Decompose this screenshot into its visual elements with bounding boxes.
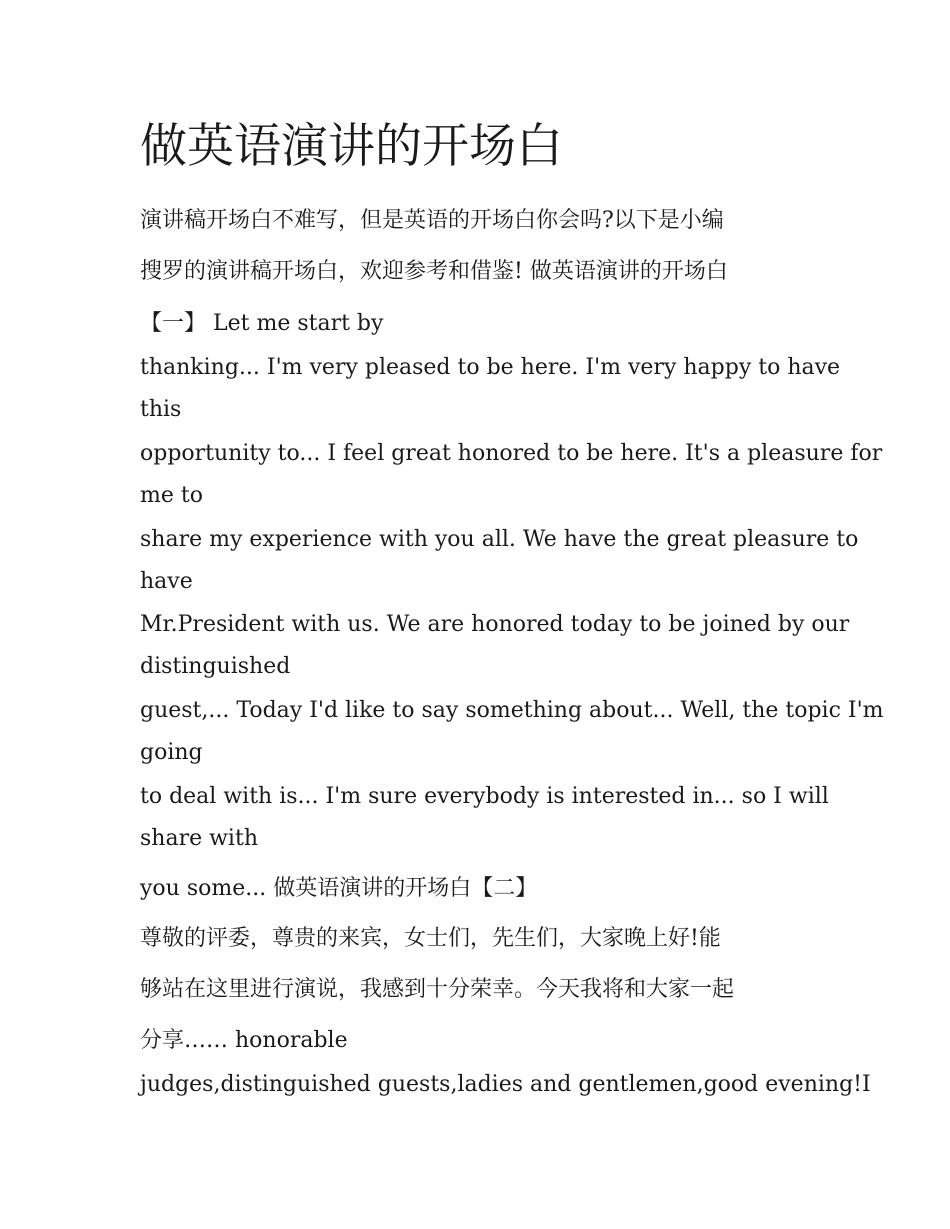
text-line: 分享…… honorable — [140, 1028, 348, 1053]
text-line: share my experience with you all. We have the great pleasure to — [140, 527, 859, 552]
text-line: this — [140, 397, 182, 422]
text-line: you some... 做英语演讲的开场白【二】 — [140, 876, 538, 901]
text-line: thanking... I'm very pleased to be here. I'm very happy to have — [140, 355, 841, 380]
text-line: share with — [140, 826, 258, 851]
text-line: distinguished — [140, 654, 291, 679]
text-line: 【一】 Let me start by — [140, 311, 384, 336]
text-line: have — [140, 569, 193, 594]
text-line: to deal with is... I'm sure everybody is interested in... so I will — [140, 784, 829, 809]
document-title: 做英语演讲的开场白 — [140, 119, 563, 174]
text-line: me to — [140, 483, 203, 508]
text-line: 够站在这里进行演说，我感到十分荣幸。今天我将和大家一起 — [140, 977, 735, 1002]
text-line: opportunity to... I feel great honored to be here. It's a pleasure for — [140, 441, 883, 466]
text-line: going — [140, 740, 203, 765]
text-line: 演讲稿开场白不难写，但是英语的开场白你会吗?以下是小编 — [140, 208, 724, 233]
text-line: judges,distinguished guests,ladies and gentlemen,good evening!I — [140, 1072, 871, 1097]
text-line: 搜罗的演讲稿开场白，欢迎参考和借鉴! 做英语演讲的开场白 — [140, 259, 728, 284]
text-line: Mr.President with us. We are honored today to be joined by our — [140, 612, 850, 637]
text-line: 尊敬的评委，尊贵的来宾，女士们，先生们，大家晚上好!能 — [140, 926, 721, 951]
text-line: guest,... Today I'd like to say something about... Well, the topic I'm — [140, 698, 884, 723]
